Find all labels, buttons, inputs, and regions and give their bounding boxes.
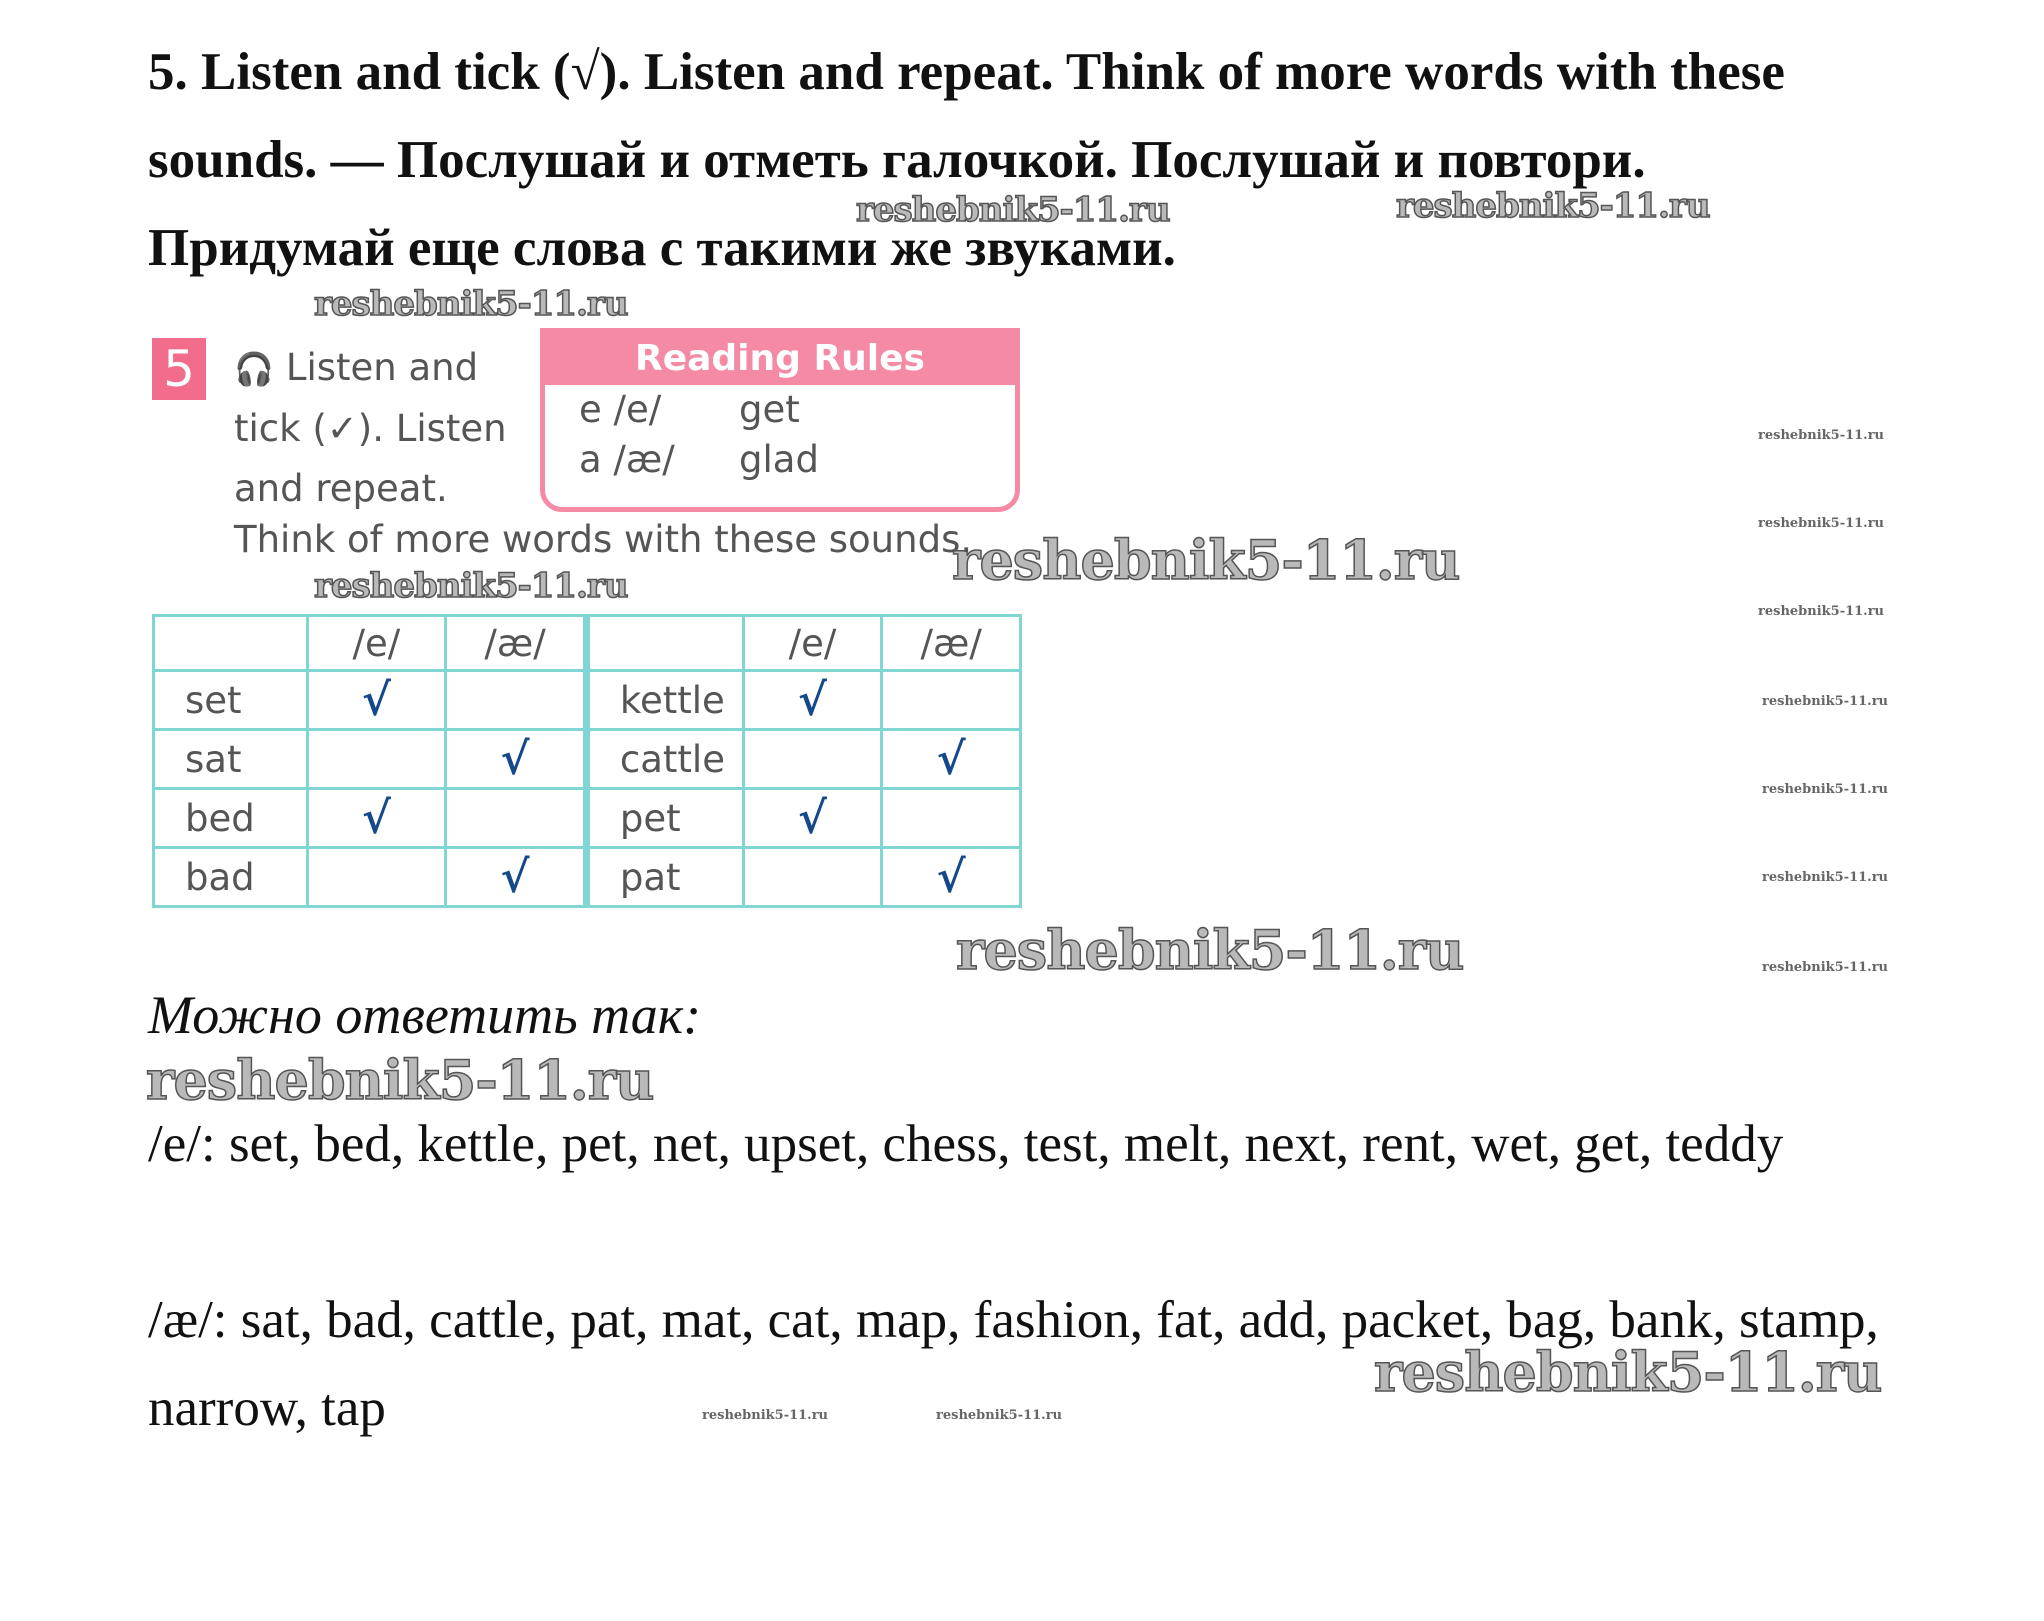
instruction-text: Listen and tick (✓). Listen and repeat.	[234, 346, 507, 510]
rule-row	[545, 385, 1015, 435]
tick-cell	[882, 671, 1021, 730]
rule-symbol: a /æ/	[579, 438, 675, 481]
tick-mark: √	[361, 674, 391, 726]
answer-ae-sound: /æ/: sat, bad, cattle, pat, mat, cat, map, fashion, fat, add, packet, bag, bank, stamp, narrow, tap	[148, 1291, 1879, 1437]
watermark: reshebnik5-11.ru	[314, 566, 628, 606]
tick-cell	[446, 730, 587, 789]
word-cell: kettle	[586, 671, 743, 730]
header-cell: /e/	[307, 616, 446, 671]
exercise-heading: 5. Listen and tick (√). Listen and repeat. Think of more words with these sounds. — Послушай и отметь галочкой. Послушай и повтори. Придумай еще слова с такими же звуками.	[148, 43, 1785, 277]
word-cell: pat	[586, 848, 743, 907]
table-row	[154, 730, 1021, 789]
watermark: reshebnik5-11.ru	[1396, 186, 1710, 226]
tick-cell	[307, 789, 446, 848]
tick-cell	[307, 671, 446, 730]
rule-row	[545, 435, 1015, 485]
tick-mark: √	[500, 733, 530, 785]
watermark: reshebnik5-11.ru	[956, 918, 1464, 982]
tick-cell	[743, 671, 882, 730]
sound-table	[152, 614, 1022, 908]
rule-word: glad	[739, 438, 819, 481]
answer-label: Можно ответить так:	[148, 985, 702, 1045]
answer-e-sound: /e/: set, bed, kettle, pet, net, upset, chess, test, melt, next, rent, wet, get, teddy	[148, 1115, 1784, 1173]
word-cell: set	[154, 671, 308, 730]
watermark: reshebnik5-11.ru	[936, 1408, 1063, 1423]
tick-mark: √	[798, 674, 827, 726]
tick-cell	[882, 848, 1021, 907]
watermark: reshebnik5-11.ru	[952, 528, 1460, 592]
watermark: reshebnik5-11.ru	[1762, 960, 1889, 975]
tick-cell	[743, 848, 882, 907]
table-row	[154, 671, 1021, 730]
tick-mark: √	[361, 792, 391, 844]
table-body	[154, 671, 1021, 907]
empty-header-cell	[586, 616, 743, 671]
empty-header-cell	[154, 616, 308, 671]
word-cell: pet	[586, 789, 743, 848]
tick-mark: √	[500, 851, 530, 903]
header-cell: /e/	[743, 616, 882, 671]
word-cell: bad	[154, 848, 308, 907]
rule-symbol: e /e/	[579, 388, 662, 431]
reading-rules-box	[540, 328, 1020, 512]
reading-rules-title: Reading Rules	[545, 333, 1015, 385]
watermark: reshebnik5-11.ru	[146, 1048, 654, 1112]
tick-cell	[882, 789, 1021, 848]
watermark: reshebnik5-11.ru	[1758, 428, 1885, 443]
table-row	[154, 848, 1021, 907]
watermark: reshebnik5-11.ru	[856, 190, 1170, 230]
header-cell: /æ/	[882, 616, 1021, 671]
watermark: reshebnik5-11.ru	[314, 284, 628, 324]
tick-cell	[307, 848, 446, 907]
watermark: reshebnik5-11.ru	[1374, 1340, 1882, 1404]
table-header-row	[154, 616, 1021, 671]
tick-cell	[882, 730, 1021, 789]
think-text: Think of more words with these sounds.	[234, 518, 973, 561]
header-cell: /æ/	[446, 616, 587, 671]
exercise-instruction	[234, 338, 534, 519]
tick-mark: √	[798, 792, 827, 844]
tick-mark: √	[936, 851, 966, 903]
tick-cell	[743, 730, 882, 789]
watermark: reshebnik5-11.ru	[1758, 516, 1885, 531]
watermark: reshebnik5-11.ru	[1758, 604, 1885, 619]
word-cell: cattle	[586, 730, 743, 789]
word-cell: sat	[154, 730, 308, 789]
tick-cell	[446, 789, 587, 848]
table-row	[154, 789, 1021, 848]
headphones-icon: 🎧	[234, 350, 274, 388]
word-cell: bed	[154, 789, 308, 848]
textbook-excerpt	[152, 328, 1022, 928]
tick-cell	[446, 671, 587, 730]
watermark: reshebnik5-11.ru	[1762, 870, 1889, 885]
watermark: reshebnik5-11.ru	[702, 1408, 829, 1423]
watermark: reshebnik5-11.ru	[1762, 782, 1889, 797]
watermark: reshebnik5-11.ru	[1762, 694, 1889, 709]
exercise-number: 5	[152, 338, 206, 400]
tick-cell	[307, 730, 446, 789]
tick-mark: √	[936, 733, 966, 785]
tick-cell	[446, 848, 587, 907]
rule-word: get	[739, 388, 800, 431]
tick-cell	[743, 789, 882, 848]
